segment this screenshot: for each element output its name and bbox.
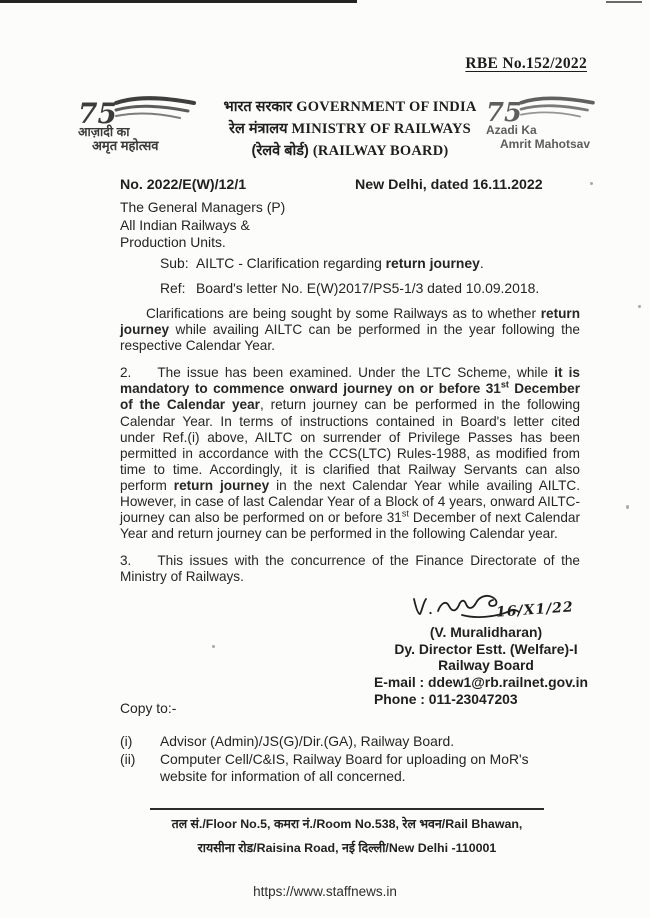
scan-artifact-top bbox=[0, 0, 357, 3]
logo-caption: Amrit Mahotsav bbox=[500, 137, 591, 151]
signature-block bbox=[368, 590, 604, 709]
item-number: (ii) bbox=[120, 750, 136, 767]
signature-row bbox=[368, 590, 604, 626]
scan-speck bbox=[626, 505, 629, 509]
footer-address-line: रायसीना रोड/Raisina Road, नई दिल्ली/New Delhi -110001 bbox=[197, 841, 497, 855]
addressee-line: All Indian Railways & bbox=[120, 216, 250, 233]
source-url-watermark: https://www.staffnews.in bbox=[253, 884, 397, 899]
reference-line: Ref: Board's letter No. E(W)2017/PS5-1/3 dated 10.09.2018. bbox=[160, 280, 540, 296]
signatory-email: E-mail : ddew1@rb.railnet.gov.in bbox=[374, 673, 588, 690]
logo-caption: Azadi Ka bbox=[486, 123, 537, 137]
addressee-line: Production Units. bbox=[120, 234, 226, 250]
svg-text:75: 75 bbox=[486, 98, 522, 128]
footer-address bbox=[97, 815, 597, 856]
logo-caption: आज़ादी का bbox=[78, 125, 130, 139]
subject-reference-block bbox=[160, 255, 539, 305]
paragraph-3: 3. This issues with the concurrence of the Finance Directorate of the Ministry of Railways. bbox=[120, 553, 580, 585]
footer-address-line: तल सं./Floor No.5, कमरा नं./Room No.538, रेल भवन/Rail Bhawan, bbox=[171, 817, 523, 831]
scan-artifact-top-right bbox=[606, 1, 642, 3]
item-text: Computer Cell/C&IS, Railway Board for uploading on MoR's website for information of all concerned. bbox=[160, 750, 529, 785]
copy-to-list bbox=[120, 733, 565, 786]
letter-number: No. 2022/E(W)/12/1 bbox=[120, 177, 247, 193]
azadi-amrit-mahotsav-logo-english bbox=[486, 94, 626, 151]
paragraph-2: 2. The issue has been examined. Under the LTC Scheme, while it is mandatory to commence onward journey on or before 31st December of the Calendar year, return journey can be performed in the following Calendar Year. In terms of instructions contained in Board's letter cited under Ref.(i) above, AILTC on surrender of Privilege Passes has been permitted in accordance with the CCS(LTC) Rules-1988, as modified from time to time. Accordingly, it is clarified that Railway Servants can also perform return journey in the next Calendar Year while availing AILTC. However, in case of last Calendar Year of a Block of 4 years, onward AILTC- journey can also be performed on or before 31st December of next Calendar Year and return journey can be performed in the following Calendar year. bbox=[120, 365, 581, 542]
paragraph-number: 3. bbox=[120, 553, 132, 569]
svg-text:75: 75 bbox=[78, 97, 117, 130]
handwritten-date: 16/X1/22 bbox=[495, 599, 575, 621]
footer-divider bbox=[150, 808, 544, 810]
subject-line: Sub: AILTC - Clarification regarding return journey. bbox=[160, 255, 484, 271]
azadi-amrit-mahotsav-logo-hindi bbox=[78, 94, 218, 153]
reference-label: Ref: bbox=[160, 280, 186, 296]
signatory-organisation: Railway Board bbox=[438, 657, 534, 673]
letterhead-line-govt: भारत सरकार GOVERNMENT OF INDIA bbox=[223, 99, 477, 115]
place-and-date: New Delhi, dated 16.11.2022 bbox=[355, 177, 543, 193]
copy-to-item bbox=[120, 751, 565, 786]
item-text: Advisor (Admin)/JS(G)/Dir.(GA), Railway Board. bbox=[160, 733, 455, 749]
signatory-name: (V. Muralidharan) bbox=[429, 624, 543, 640]
subject-label: Sub: bbox=[160, 255, 189, 271]
addressee-block bbox=[120, 199, 285, 252]
letterhead-line-ministry: रेल मंत्रालय MINISTRY OF RAILWAYS bbox=[229, 121, 471, 137]
paragraph-number: 2. bbox=[120, 365, 132, 381]
paragraph-1: Clarifications are being sought by some Railways as to whether return journey while availing AILTC can be performed in the year following the respective Calendar Year. bbox=[120, 306, 580, 354]
item-number: (i) bbox=[120, 733, 133, 749]
letterhead bbox=[205, 96, 495, 162]
copy-to-item bbox=[120, 733, 565, 751]
scan-speck bbox=[212, 645, 215, 648]
scan-speck bbox=[590, 182, 593, 185]
scan-speck bbox=[638, 305, 641, 308]
signatory-designation: Dy. Director Estt. (Welfare)-I bbox=[394, 640, 578, 657]
rbe-number: RBE No.152/2022 bbox=[465, 55, 587, 72]
letter-body bbox=[120, 306, 580, 597]
addressee-line: The General Managers (P) bbox=[120, 199, 286, 215]
letterhead-line-board: (रेलवे बोर्ड) (RAILWAY BOARD) bbox=[251, 143, 449, 159]
logo-caption: अमृत महोत्सव bbox=[92, 138, 159, 153]
signatory-phone: Phone : 011-23047203 bbox=[374, 691, 518, 707]
copy-to-label: Copy to:- bbox=[120, 700, 177, 716]
